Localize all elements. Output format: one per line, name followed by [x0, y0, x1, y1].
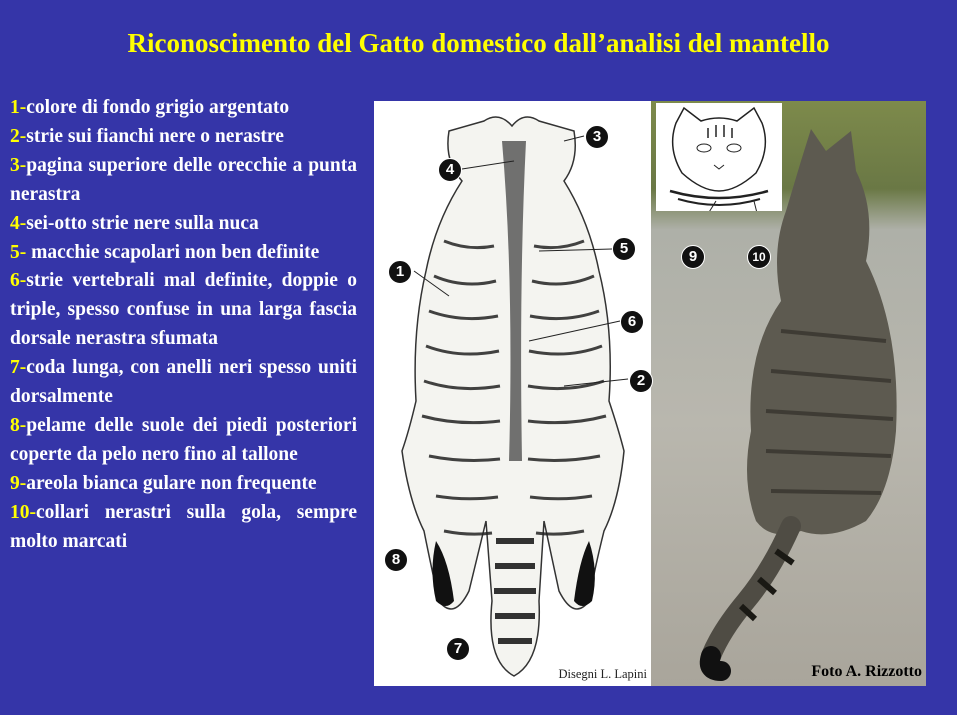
list-item: 5- macchie scapolari non ben definite: [10, 241, 320, 263]
list-item: 2-strie sui fianchi nere o nerastre: [10, 125, 284, 147]
marker-2: 2: [629, 369, 653, 393]
slide-title: Riconoscimento del Gatto domestico dall’analisi del mantello: [127, 28, 830, 58]
marker-4: 4: [438, 158, 462, 182]
list-item: 3-pagina superiore delle orecchie a punta nerastra: [10, 154, 357, 205]
list-item: 7-coda lunga, con anelli neri spesso uniti dorsalmente: [10, 357, 357, 408]
list-item: 6-strie vertebrali mal definite, doppie o triple, spesso confuse in una larga fascia dorsale nerastra sfumata: [10, 270, 357, 350]
list-item: 9-areola bianca gulare non frequente: [10, 472, 317, 494]
marker-3: 3: [585, 125, 609, 149]
pelt-drawing: [374, 101, 651, 686]
marker-9: 9: [681, 245, 705, 269]
list-item: 10-collari nerastri sulla gola, sempre molto marcati: [10, 501, 357, 552]
list-item: 8-pelame delle suole dei piedi posteriori coperte da pelo nero fino al tallone: [10, 414, 357, 465]
drawing-credit: Disegni L. Lapini: [558, 667, 647, 681]
characteristics-list: [10, 94, 357, 557]
head-sketch-inset: [656, 103, 782, 211]
list-item: 4-sei-otto strie nere sulla nuca: [10, 212, 259, 234]
marker-10: 10: [747, 245, 771, 269]
marker-5: 5: [612, 237, 636, 261]
cat-head-sketch: [656, 103, 782, 211]
marker-6: 6: [620, 310, 644, 334]
photo-credit: Foto A. Rizzotto: [811, 663, 922, 680]
marker-8: 8: [384, 548, 408, 572]
marker-1: 1: [388, 260, 412, 284]
pelt-illustration: [374, 101, 651, 686]
list-item: 1-colore di fondo grigio argentato: [10, 97, 290, 118]
marker-7: 7: [446, 637, 470, 661]
